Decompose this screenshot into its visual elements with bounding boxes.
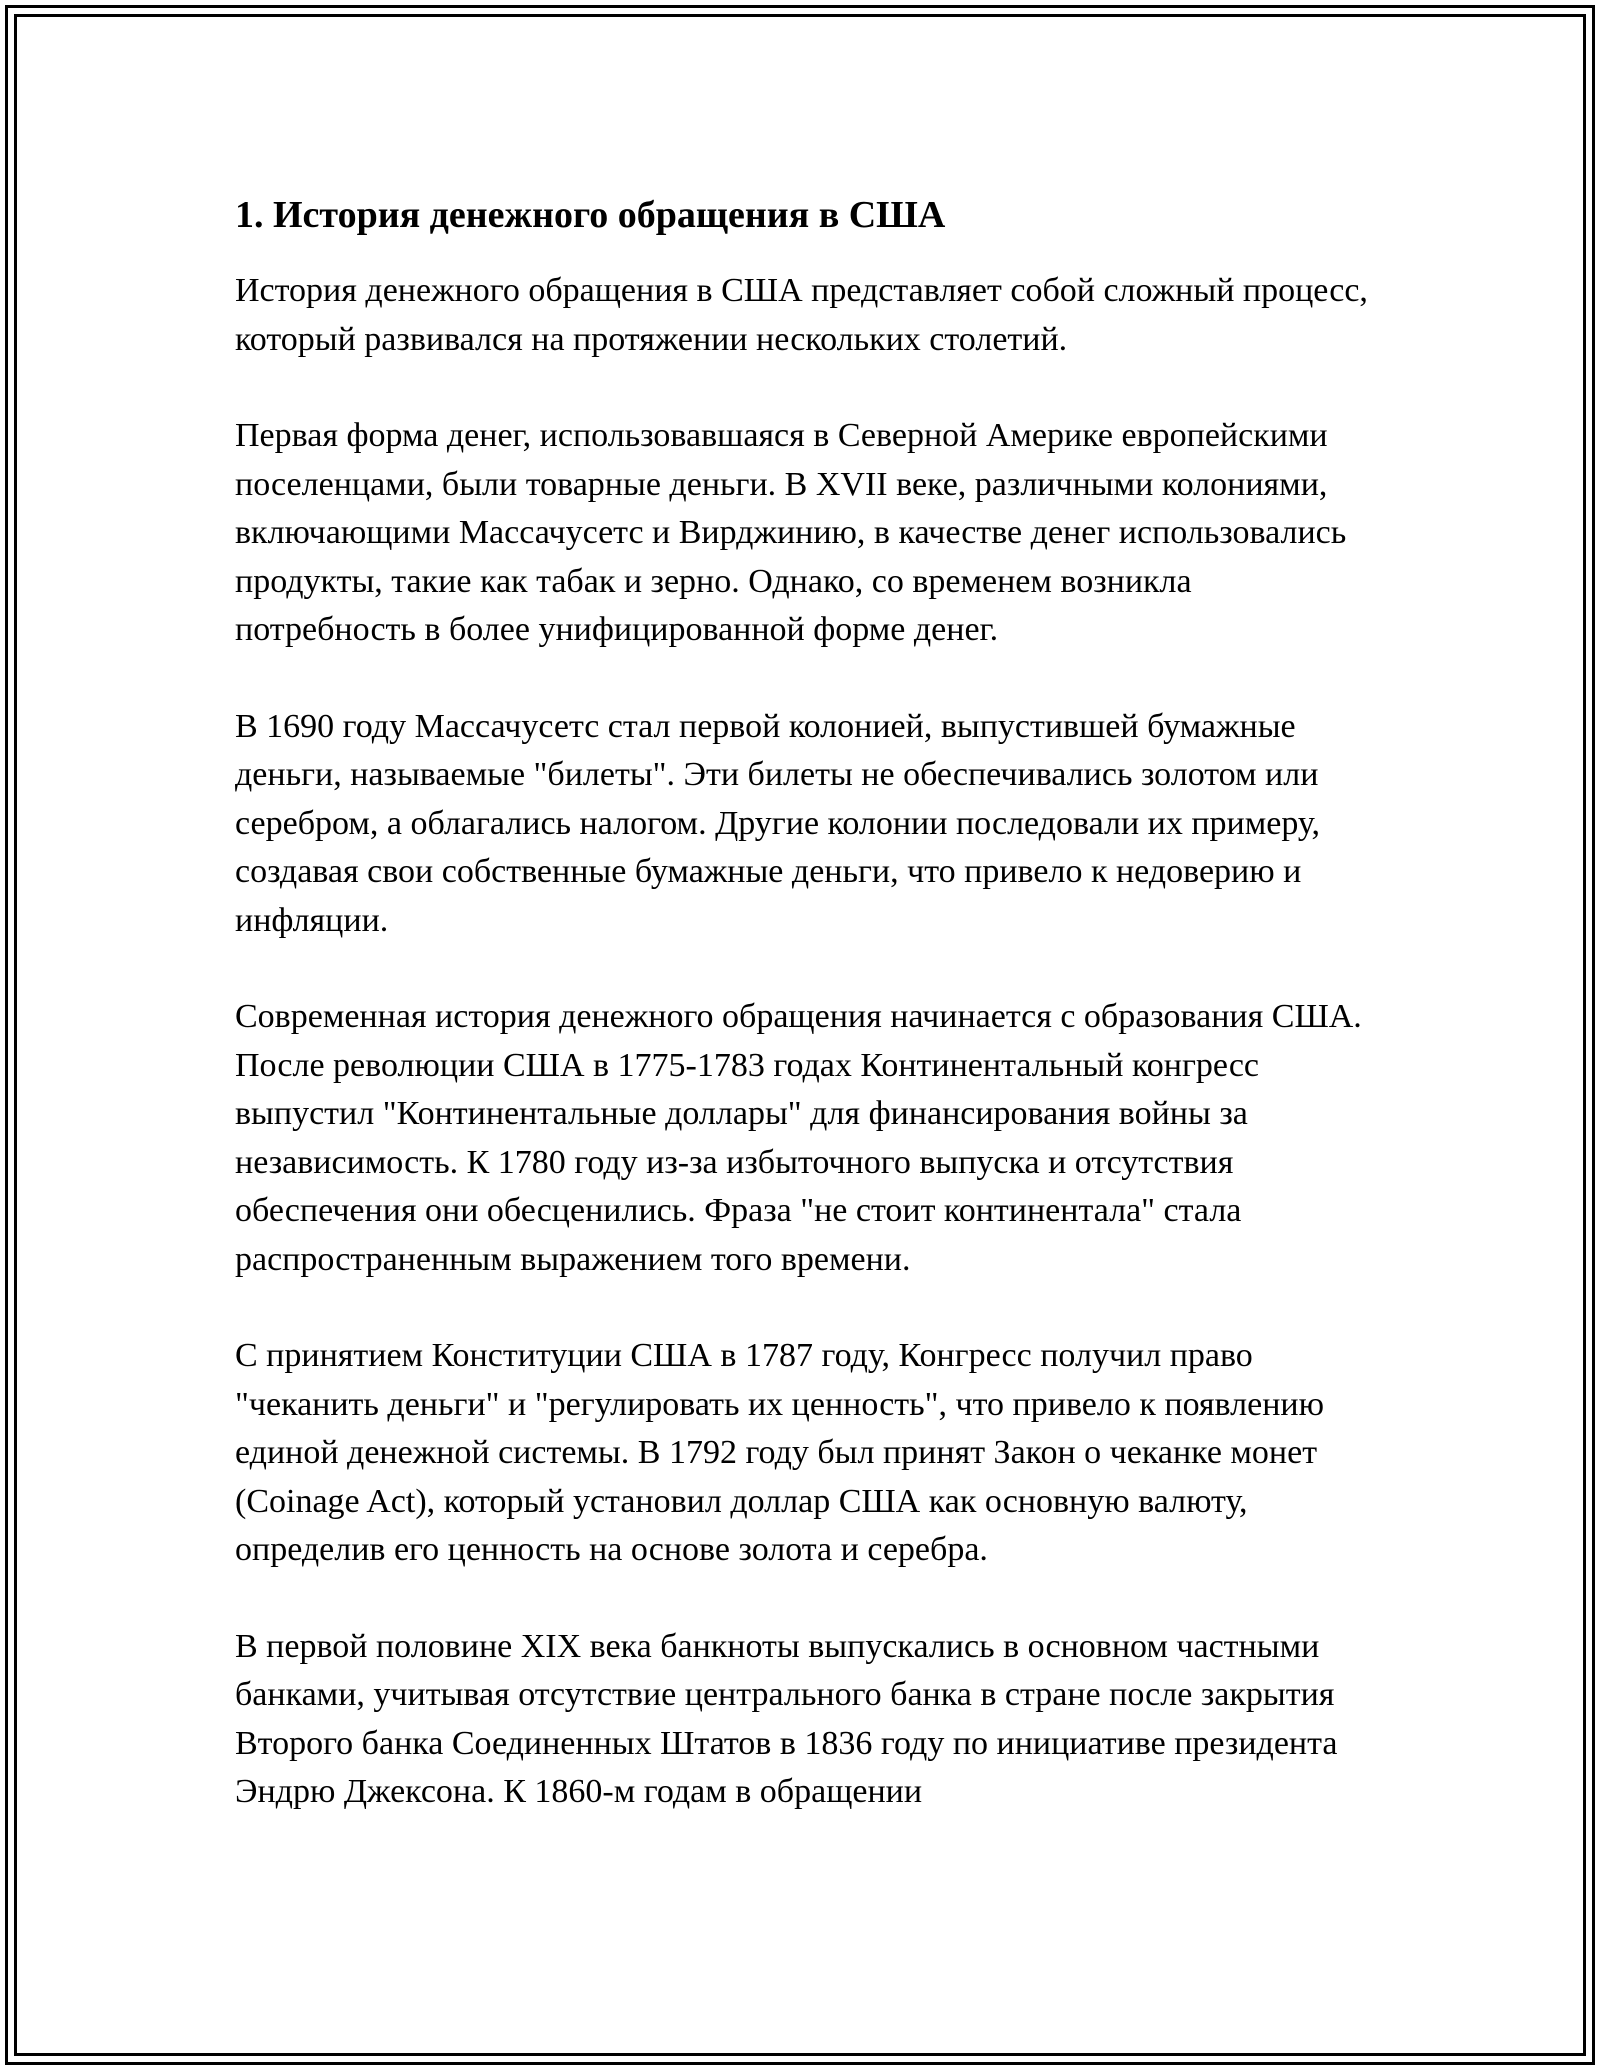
paragraph-19th-century: В первой половине XIX века банкноты выпускались в основном частными банками, учитывая отсутствие центрального банка в стране после закрытия Второго банка Соединенных Штатов в 1836 году по инициативе президента Эндрю Джексона. К 1860-м годам в обращении xyxy=(235,1627,1338,1810)
paragraph-constitution: С принятием Конституции США в 1787 году, Конгресс получил право "чеканить деньги" и "регулировать их ценность", что привело к появлению единой денежной системы. В 1792 году был принят Закон о чеканке монет (Coinage Act), который установил доллар США как основную валюту, определив его ценность на основе золота и серебра. xyxy=(235,1337,1325,1568)
paragraph-commodity-money: Первая форма денег, использовавшаяся в Северной Америке европейскими поселенцами, были товарные деньги. В XVII веке, различными колониями, включающими Массачусетс и Вирджинию, в качестве денег использовались продукты, такие как табак и зерно. Однако, со временем возникла потребность в более унифицированной форме денег. xyxy=(235,417,1347,648)
section-heading: 1. История денежного обращения в США xyxy=(235,194,946,236)
paragraph-intro: История денежного обращения в США представляет собой сложный процесс, который развивался на протяжении нескольких столетий. xyxy=(235,272,1368,358)
document-body xyxy=(235,185,1370,1865)
paragraph-continental-dollars: Современная история денежного обращения начинается с образования США. После революции США в 1775-1783 годах Континентальный конгресс выпустил "Континентальные доллары" для финансирования войны за независимость. К 1780 году из-за избыточного выпуска и отсутствия обеспечения они обесценились. Фраза "не стоит континентала" стала распространенным выражением того времени. xyxy=(235,998,1362,1278)
paragraph-paper-money-1690: В 1690 году Массачусетс стал первой колонией, выпустившей бумажные деньги, называемые "билеты". Эти билеты не обеспечивались золотом или серебром, а облагались налогом. Другие колонии последовали их примеру, создавая свои собственные бумажные деньги, что привело к недоверию и инфляции. xyxy=(235,707,1320,939)
